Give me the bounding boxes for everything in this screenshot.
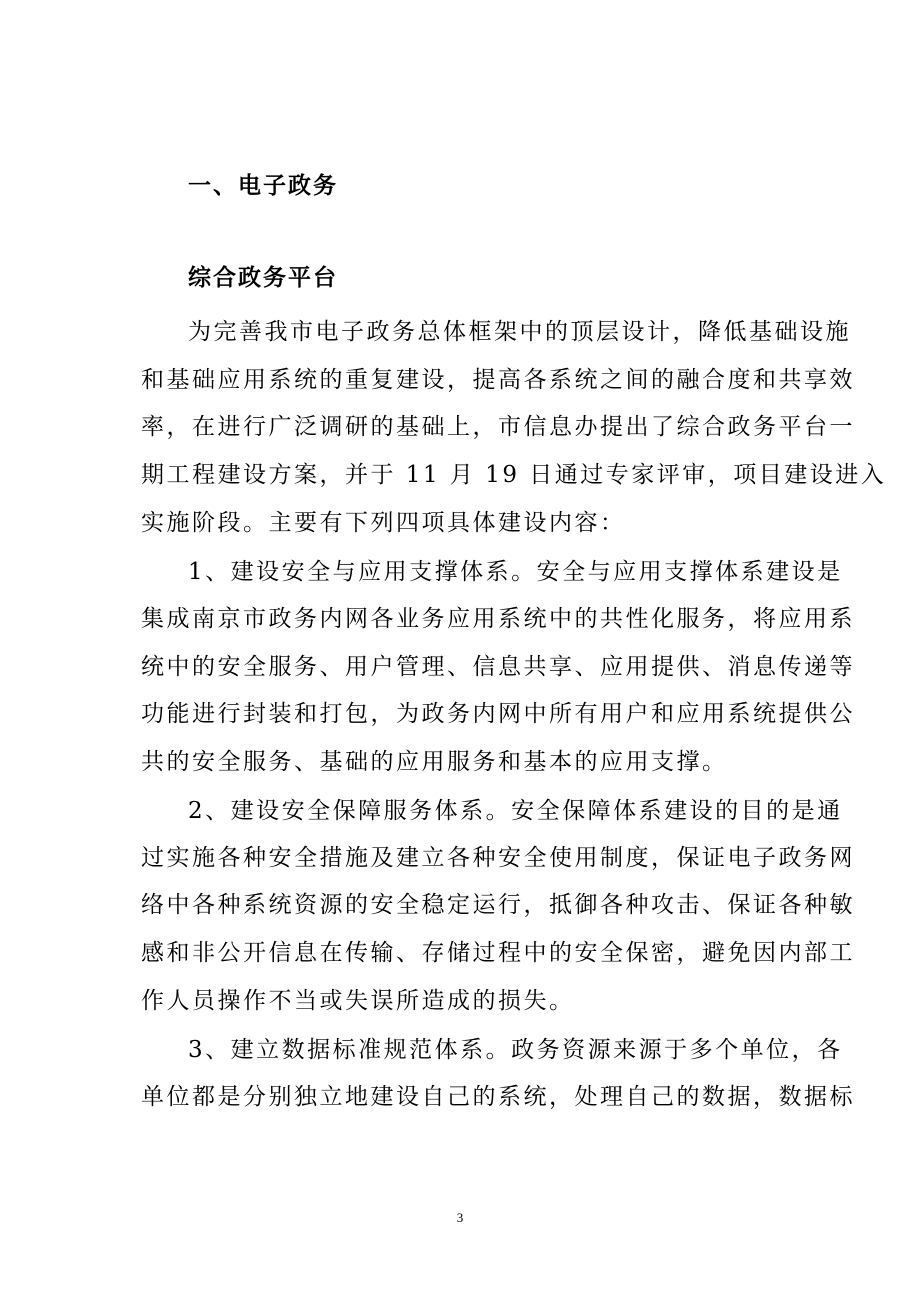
body-line: 期工程建设方案，并于 11 月 19 日通过专家评审，项目建设进入 — [141, 462, 887, 488]
body-line: 过实施各种安全措施及建立各种安全使用制度，保证电子政务网 — [141, 845, 855, 871]
body-line: 作人员操作不当或失误所造成的损失。 — [141, 988, 575, 1014]
body-line: 感和非公开信息在传输、存储过程中的安全保密，避免因内部工 — [141, 940, 855, 966]
section-heading: 一、电子政务 — [188, 172, 338, 199]
body-line: 集成南京市政务内网各业务应用系统中的共性化服务，将应用系 — [141, 606, 855, 632]
body-line: 统中的安全服务、用户管理、信息共享、应用提供、消息传递等 — [141, 654, 855, 680]
body-line: 1、建设安全与应用支撑体系。安全与应用支撑体系建设是 — [188, 559, 843, 585]
subsection-heading: 综合政务平台 — [188, 264, 338, 291]
body-line: 功能进行封装和打包，为政务内网中所有用户和应用系统提供公 — [141, 701, 855, 727]
body-line: 2、建设安全保障服务体系。安全保障体系建设的目的是通 — [188, 798, 843, 824]
body-line: 共的安全服务、基础的应用服务和基本的应用支撑。 — [141, 749, 728, 775]
body-line: 和基础应用系统的重复建设，提高各系统之间的融合度和共享效 — [141, 367, 855, 393]
body-line: 单位都是分别独立地建设自己的系统，处理自己的数据，数据标 — [141, 1084, 855, 1110]
body-line: 实施阶段。主要有下列四项具体建设内容： — [141, 510, 626, 536]
body-line: 3、建立数据标准规范体系。政务资源来源于多个单位，各 — [188, 1037, 843, 1063]
body-line: 率，在进行广泛调研的基础上，市信息办提出了综合政务平台一 — [141, 414, 855, 440]
body-line: 络中各种系统资源的安全稳定运行，抵御各种攻击、保证各种敏 — [141, 892, 855, 918]
page-number: 3 — [456, 1210, 464, 1225]
body-line: 为完善我市电子政务总体框架中的顶层设计，降低基础设施 — [188, 319, 851, 345]
